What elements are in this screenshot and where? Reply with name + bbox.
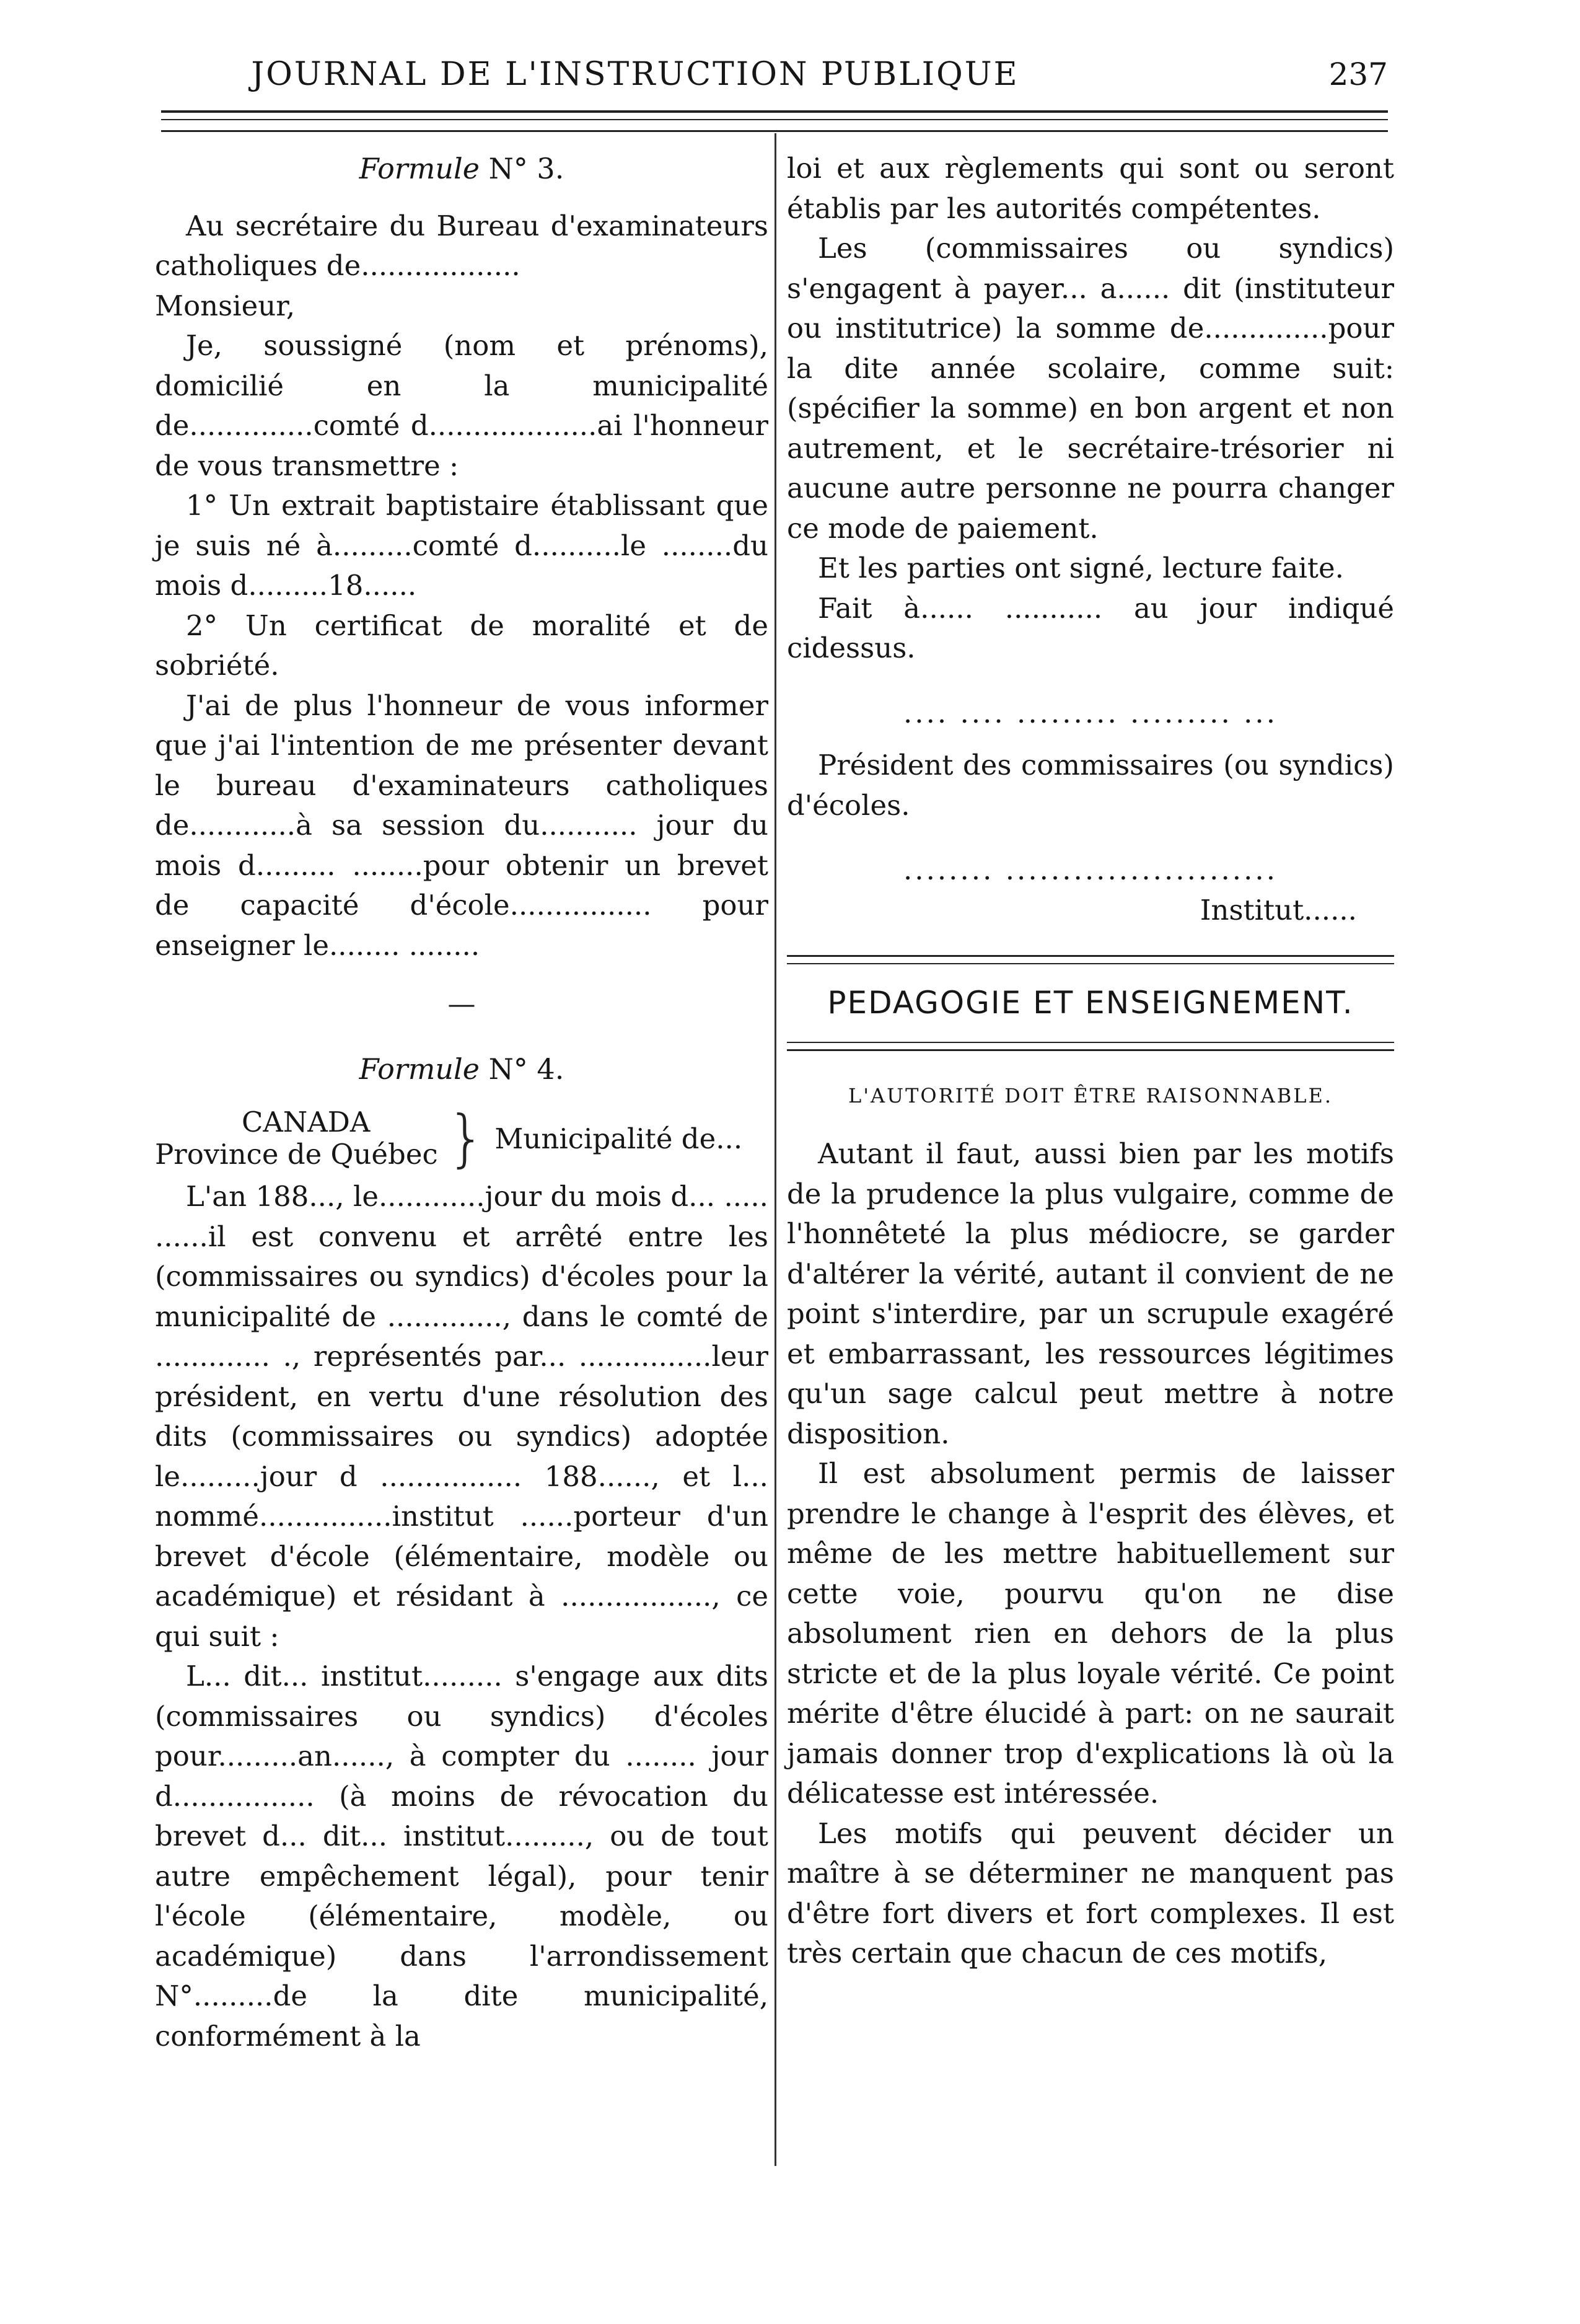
contract-paragraph: Fait à...... ........... au jour indiqué cidessus. bbox=[787, 591, 1394, 664]
formule-3-item-2: 2° Un certificat de moralité et de sobriété. bbox=[155, 609, 768, 682]
brace-glyph: } bbox=[446, 1102, 486, 1174]
formule-3-paragraph: Je, soussigné (nom et prénoms), domicilié en la municipalité de..............comté d...................ai l'honneur de vous transmettre : bbox=[155, 329, 768, 482]
body-paragraph: Autant il faut, aussi bien par les motifs de la prudence la plus vulgaire, comme de l'honnêteté la plus médiocre, se garder d'altérer la vérité, autant il convient de ne point s'interdire, par un scrupule exagéré et embarrassant, les ressources légitimes qu'un sage calcul peut mettre à notre disposition. bbox=[787, 1137, 1394, 1450]
formule-3-paragraph: J'ai de plus l'honneur de vous informer que j'ai l'intention de me présenter devant le bureau d'examinateurs catholiques de............à sa session du........... jour du mois d......... ........pour obtenir un brevet de capacité d'école................ pour enseigner le........ ........ bbox=[155, 689, 768, 962]
canada-province bbox=[155, 1106, 438, 1171]
section-title: PEDAGOGIE ET ENSEIGNEMENT. bbox=[827, 985, 1354, 1021]
section-rule bbox=[787, 1042, 1394, 1051]
contract-paragraph: Les (commissaires ou syndics) s'engagent à payer... a...... dit (instituteur ou institutrice) la somme de..............pour la dite année scolaire, comme suit: (spécifier la somme) en bon argent et non autrement, et le secrétaire-trésorier ni aucune autre personne ne pourra changer ce mode de paiement. bbox=[787, 232, 1394, 545]
left-column bbox=[155, 149, 768, 2056]
address-line: Au secrétaire du Bureau d'examinateurs catholiques de.................. bbox=[155, 209, 768, 282]
formule-3-title bbox=[155, 149, 768, 189]
canada-header-block bbox=[155, 1102, 768, 1174]
page-header bbox=[161, 46, 1388, 102]
body-paragraph: Il est absolument permis de laisser prendre le change à l'esprit des élèves, et même de les mettre habituellement sur cette voie, pourvu qu'on ne dise absolument rien en dehors de la plus stricte et de la plus loyale vérité. Ce point mérite d'être élucidé à part: on ne saurait jamais donner trop d'explications là où la délicatesse est intéressée. bbox=[787, 1457, 1394, 1810]
subsection-title: L'AUTORITÉ DOIT ÊTRE RAISONNABLE. bbox=[848, 1083, 1333, 1107]
header-rule bbox=[161, 119, 1388, 120]
formule-4-title bbox=[155, 1049, 768, 1089]
formule-word: Formule bbox=[359, 152, 480, 185]
formule-3-item-1: 1° Un extrait baptistaire établissant que je suis né à.........comté d..........le ........du mois d.........18...... bbox=[155, 489, 768, 602]
formule-4-paragraph: L... dit... institut......... s'engage aux dits (commissaires ou syndics) d'écoles pour.........an......, à compter du ........ jour d................ (à moins de révocation du brevet d... dit... institut........., ou de tout autre empêchement légal), pour tenir l'école (élémentaire, modèle, ou académique) dans l'arrondissement N°.........de la dite municipalité, conformément à la bbox=[155, 1660, 768, 2053]
signature-line: .... .... ......... ......... ... bbox=[903, 696, 1278, 729]
canada-label: CANADA bbox=[242, 1106, 371, 1138]
right-column bbox=[787, 149, 1394, 1974]
president-signature-label: Président des commissaires (ou syndics) d'écoles. bbox=[787, 749, 1394, 822]
page-number: 237 bbox=[1328, 56, 1388, 92]
province-label: Province de Québec bbox=[155, 1138, 438, 1171]
body-paragraph: Les motifs qui peuvent décider un maître à se déterminer ne manquent pas d'être fort divers et fort complexes. Il est très certain que chacun de ces motifs, bbox=[787, 1816, 1394, 1970]
institut-signature-label: Institut...... bbox=[1200, 893, 1357, 927]
municipalite-label: Municipalité de... bbox=[494, 1122, 743, 1155]
header-rule bbox=[161, 130, 1388, 132]
contract-paragraph: loi et aux règlements qui sont ou seront établis par les autorités compétentes. bbox=[787, 152, 1394, 225]
formule-4-paragraph: L'an 188..., le............jour du mois d... ..... ......il est convenu et arrêté entre les (commissaires ou syndics) d'écoles pour la municipalité de ............., dans le comté de ............. ., représentés par... ...............leur président, en vertu d'une résolution des dits (commissaires ou syndics) adoptée le.........jour d ................ 188......, et l... nommé...............institut ......porteur d'un brevet d'école (élémentaire, modèle ou académique) et résidant à ................., ce qui suit : bbox=[155, 1180, 768, 1653]
header-rule bbox=[161, 110, 1388, 113]
running-title: JOURNAL DE L'INSTRUCTION PUBLIQUE bbox=[251, 56, 1019, 93]
contract-paragraph: Et les parties ont signé, lecture faite. bbox=[818, 552, 1344, 584]
section-rule bbox=[787, 955, 1394, 964]
salutation: Monsieur, bbox=[155, 289, 296, 322]
formule-word: Formule bbox=[359, 1052, 480, 1086]
column-divider bbox=[775, 133, 776, 2166]
signature-line: ........ ........................ bbox=[903, 853, 1278, 886]
formule-number: N° 4. bbox=[488, 1052, 564, 1086]
section-separator: — bbox=[447, 987, 476, 1020]
formule-number: N° 3. bbox=[488, 152, 564, 185]
